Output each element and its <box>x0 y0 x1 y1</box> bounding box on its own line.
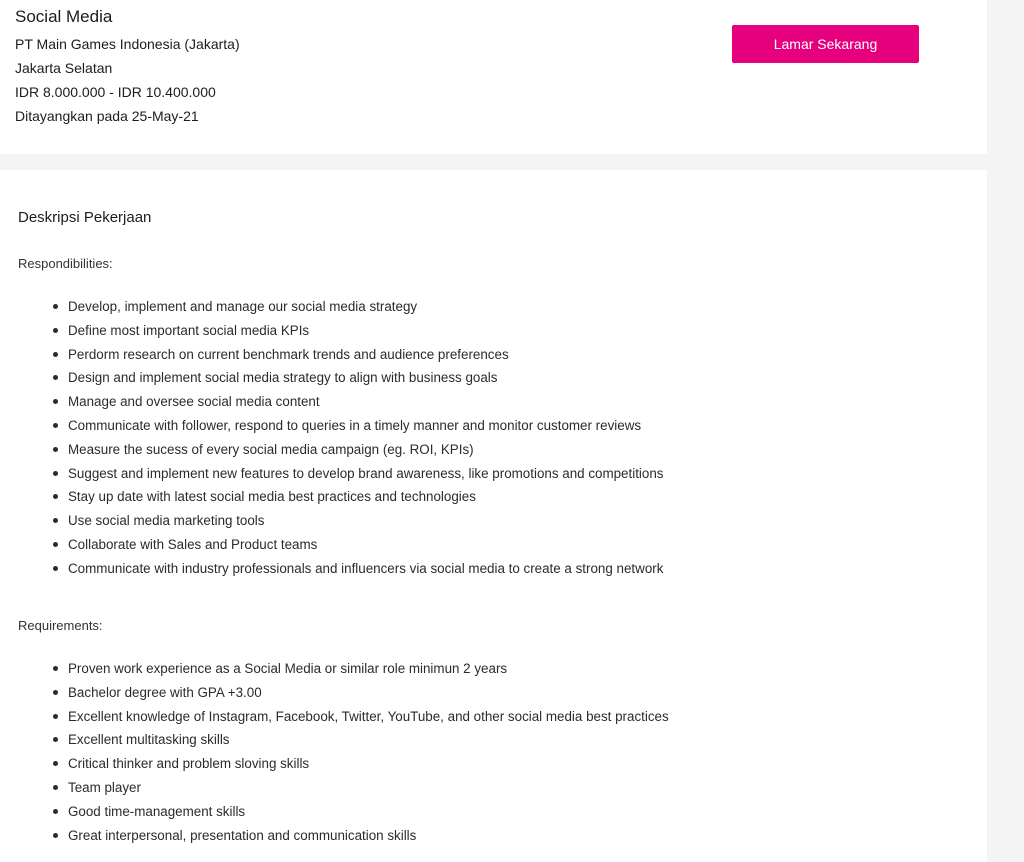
list-item-text: Stay up date with latest social media best practices and technologies <box>68 489 476 505</box>
bullet-icon <box>53 304 58 309</box>
list-item-text: Define most important social media KPIs <box>68 322 310 338</box>
job-title: Social Media <box>15 7 113 26</box>
list-item <box>68 752 669 776</box>
list-item <box>68 776 669 800</box>
requirements-label: Requirements: <box>18 618 103 633</box>
bullet-icon <box>53 447 58 452</box>
list-item-text: Develop, implement and manage our social media strategy <box>68 299 418 314</box>
list-item-text: Excellent multitasking skills <box>68 732 230 748</box>
list-item-text: Perdorm research on current benchmark trends and audience preferences <box>68 346 509 362</box>
list-item <box>68 509 664 533</box>
list-item-text: Collaborate with Sales and Product teams <box>68 536 318 552</box>
bullet-icon <box>53 737 58 742</box>
bullet-icon <box>53 833 58 838</box>
list-item-text: Measure the sucess of every social media campaign (eg. ROI, KPIs) <box>68 441 474 457</box>
job-description-card <box>0 170 987 862</box>
list-item <box>68 800 669 824</box>
bullet-icon <box>53 518 58 523</box>
list-item <box>68 728 669 752</box>
list-item-text: Design and implement social media strategy to align with business goals <box>68 370 498 386</box>
bullet-icon <box>53 423 58 428</box>
list-item <box>68 438 664 462</box>
list-item-text: Communicate with industry professionals and influencers via social media to create a strong network <box>68 560 664 576</box>
posted-date: Ditayangkan pada 25-May-21 <box>15 108 199 124</box>
bullet-icon <box>53 375 58 380</box>
bullet-icon <box>53 809 58 814</box>
list-item <box>68 705 669 729</box>
job-location: Jakarta Selatan <box>15 60 113 76</box>
job-header-card <box>0 0 987 154</box>
list-item <box>68 414 664 438</box>
responsibilities-label: Respondibilities: <box>18 256 113 271</box>
bullet-icon <box>53 714 58 719</box>
list-item-text: Manage and oversee social media content <box>68 394 320 410</box>
list-item-text: Great interpersonal, presentation and communication skills <box>68 827 417 843</box>
list-item-text: Team player <box>68 779 141 795</box>
bullet-icon <box>53 328 58 333</box>
bullet-icon <box>53 566 58 571</box>
list-item <box>68 485 664 509</box>
list-item <box>68 390 664 414</box>
list-item <box>68 343 664 367</box>
list-item <box>68 462 664 486</box>
list-item-text: Suggest and implement new features to develop brand awareness, like promotions and competitions <box>68 465 664 481</box>
list-item-text: Communicate with follower, respond to queries in a timely manner and monitor customer reviews <box>68 417 642 433</box>
bullet-icon <box>53 785 58 790</box>
list-item <box>68 319 664 343</box>
list-item-text: Critical thinker and problem sloving skills <box>68 756 310 772</box>
list-item <box>68 295 664 319</box>
list-item-text: Use social media marketing tools <box>68 513 265 529</box>
bullet-icon <box>53 352 58 357</box>
apply-now-button[interactable]: Lamar Sekarang <box>732 25 919 63</box>
bullet-icon <box>53 494 58 499</box>
bullet-icon <box>53 471 58 476</box>
bullet-icon <box>53 542 58 547</box>
list-item <box>68 824 669 848</box>
list-item <box>68 681 669 705</box>
requirements-list <box>68 657 669 847</box>
job-description-heading: Deskripsi Pekerjaan <box>18 209 152 226</box>
list-item-text: Bachelor degree with GPA +3.00 <box>68 684 262 700</box>
list-item-text: Excellent knowledge of Instagram, Facebook, Twitter, YouTube, and other social media best practices <box>68 708 669 724</box>
list-item <box>68 366 664 390</box>
bullet-icon <box>53 761 58 766</box>
bullet-icon <box>53 666 58 671</box>
list-item <box>68 557 664 581</box>
list-item <box>68 533 664 557</box>
list-item-text: Proven work experience as a Social Media or similar role minimun 2 years <box>68 661 508 676</box>
bullet-icon <box>53 399 58 404</box>
list-item-text: Good time-management skills <box>68 803 246 819</box>
list-item <box>68 657 669 681</box>
responsibilities-list <box>68 295 664 581</box>
bullet-icon <box>53 690 58 695</box>
page-gutter <box>987 0 1024 862</box>
company-name: PT Main Games Indonesia (Jakarta) <box>15 36 240 52</box>
salary-range: IDR 8.000.000 - IDR 10.400.000 <box>15 84 216 100</box>
